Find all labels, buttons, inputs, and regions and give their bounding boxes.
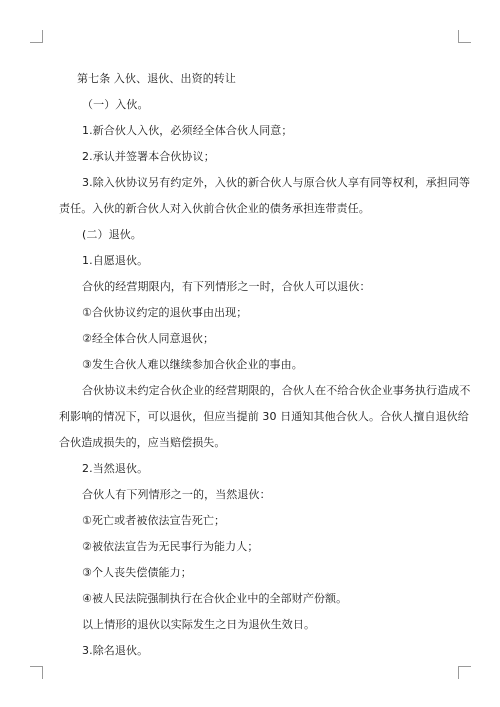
item-2-2-b: ②被依法宣告为无民事行为能力人；: [82, 540, 259, 553]
crop-mark-bottom-right: [458, 666, 471, 679]
crop-mark-top-left: [30, 30, 43, 43]
item-2-2-a: ①死亡或者被依法宣告死亡；: [82, 514, 226, 527]
item-2-2-d: ④被人民法院强制执行在合伙企业中的全部财产份额。: [82, 592, 348, 605]
section-2-heading: (二）退伙。: [82, 228, 142, 241]
item-2-1-para-line-2: 利影响的情况下，可以退伙，但应当提前 30 日通知其他合伙人。合伙人擅自退伙给: [59, 410, 469, 423]
document-body: [59, 66, 471, 664]
item-1-3-line-2: 责任。入伙的新合伙人对入伙前合伙企业的债务承担连带责任。: [59, 202, 370, 215]
item-2-2: 2.当然退伙。: [82, 462, 149, 475]
section-1-heading: （一）入伙。: [82, 98, 149, 111]
crop-mark-top-right: [458, 30, 471, 43]
item-2-1-b: ②经全体合伙人同意退伙；: [82, 332, 215, 345]
item-2-3: 3.除名退伙。: [82, 644, 149, 657]
item-2-2-intro: 合伙人有下列情形之一的，当然退伙：: [82, 488, 271, 501]
item-1-3-paragraph: [59, 170, 471, 222]
item-2-1-para-line-3: 合伙造成损失的，应当赔偿损失。: [59, 436, 226, 449]
item-2-1-unspecified-term-paragraph: [59, 378, 471, 456]
item-1-3-line-1: 3.除入伙协议另有约定外，入伙的新合伙人与原合伙人享有同等权利，承担同等: [82, 176, 471, 189]
item-2-1-para-line-1: 合伙协议未约定合伙企业的经营期限的，合伙人在不给合伙企业事务执行造成不: [82, 384, 471, 397]
item-2-1-c: ③发生合伙人难以继续参加合伙企业的事由。: [82, 358, 303, 371]
item-2-2-c: ③个人丧失偿债能力；: [82, 566, 192, 579]
item-2-1-intro: 合伙的经营期限内，有下列情形之一时，合伙人可以退伙：: [82, 280, 371, 293]
item-2-1: 1.自愿退伙。: [82, 254, 149, 267]
item-1-1: 1.新合伙人入伙，必须经全体合伙人同意；: [82, 124, 293, 137]
article-heading: 第七条 入伙、退伙、出资的转让: [77, 72, 236, 85]
item-2-2-effective: 以上情形的退伙以实际发生之日为退伙生效日。: [82, 618, 316, 631]
item-1-2: 2.承认并签署本合伙协议；: [82, 150, 215, 163]
crop-mark-bottom-left: [30, 666, 43, 679]
item-2-1-a: ①合伙协议约定的退伙事由出现；: [82, 306, 248, 319]
